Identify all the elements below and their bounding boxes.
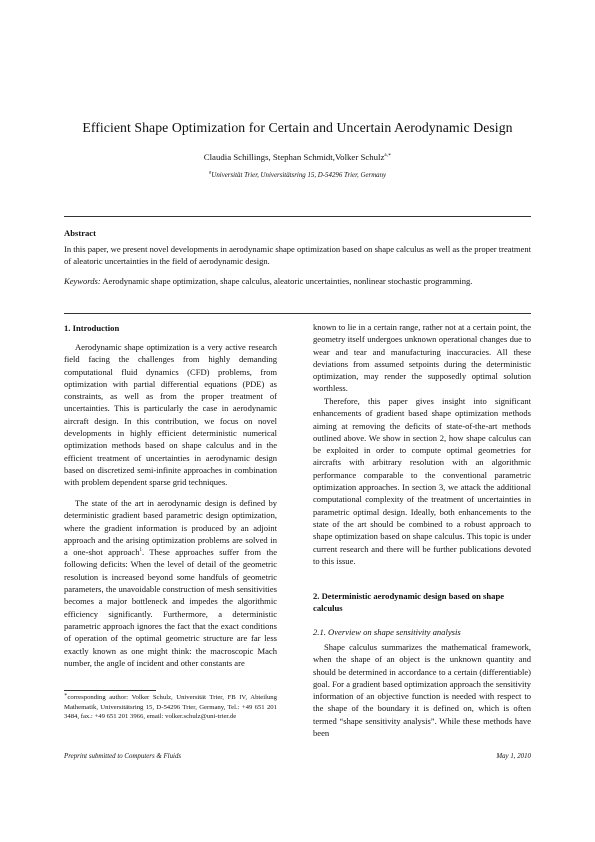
keywords-list: Aerodynamic shape optimization, shape calculus, aleatoric uncertainties, nonlinear stochastic programming. <box>100 276 473 286</box>
abstract-bottom-rule <box>64 313 531 314</box>
section-2-paragraph-1: Shape calculus summarizes the mathematical framework, when the shape of an object is the unknown quantity and should be determined in accordance to a certain (differentiable) goal. For a gradient based optimization approach the sensitivity information of an objective function is needed with respect to the shape of the boundary it is defined on, which is often termed “shape sensitivity analysis”. While these methods have been <box>313 642 531 739</box>
paper-title: Efficient Shape Optimization for Certain and Uncertain Aerodynamic Design <box>82 120 513 135</box>
affiliation-mark: a <box>208 170 212 176</box>
footer-date: May 1, 2010 <box>496 753 531 760</box>
footer-journal: Preprint submitted to Computers & Fluids <box>64 753 182 760</box>
author-list <box>0 152 595 162</box>
intro-paragraph-3: Therefore, this paper gives insight into significant enhancements of gradient based shape optimization methods aiming at removing the deficits of state-of-the-art methods outlined above. We show in section 2, how shape calculus can be exploited in order to compute optimal geometries for aircrafts with arbitrary resolution with an algorithmic performance comparable to the conventional parametric optimization approaches. In section 3, we attack the additional computational complexity of the treatment of uncertainties in parametric optimal design. Ideally, both enhancements to the state of the art should be combined to a robust approach to shape optimization based on shape calculus. This topic is under current research and there will be further publications devoted to this issue. <box>313 396 531 566</box>
footnote-rule <box>64 690 156 691</box>
footnote-ref: 1 <box>139 548 142 554</box>
section-1-heading: 1. Introduction <box>64 323 120 333</box>
affiliation <box>0 172 595 179</box>
affiliation-text: Universität Trier, Universitätsring 15, D-54296 Trier, Germany <box>211 172 387 179</box>
abstract-heading: Abstract <box>64 228 96 238</box>
intro-paragraph-2-text-b: . These approaches suffer from the following deficits: When the level of detail of the geometric resolution is increased beyond some handfuls of geometric parameters, the unavoidable construction of mesh sensitivities becomes a major bottleneck and impedes the algorithmic efficiency significantly. Furthermore, a deterministic parametric approach ignores the fact that the exact conditions of operation of the optimal geometric structure are far less exactly known as one might think: the macroscopic Mach number, the angle of incident and other constants are <box>64 547 277 668</box>
intro-paragraph-2-text-a: The state of the art in aerodynamic design is defined by deterministic gradient based parametric design optimization, where the gradient information is produced by an adjoint approach and the arising optimization problems are solved in a one-shot approach <box>64 498 277 558</box>
keywords-label: Keywords: <box>64 276 101 286</box>
section-2-heading: 2. Deterministic aerodynamic design based on shape calculus <box>313 591 505 614</box>
footnote-text: corresponding author: Volker Schulz, Universität Trier, FB IV, Abteilung Mathematik, Universitätsring 15, D-54296 Trier, Germany, Tel.: +49 651 201 3484, fax.: +49 651 201 3966, email: volker.schulz@uni-trier.de <box>64 694 277 720</box>
author-marks: a,∗ <box>384 153 392 159</box>
author-names: Claudia Schillings, Stephan Schmidt,Volker Schulz <box>203 152 385 162</box>
footnote-mark: ∗ <box>64 692 68 698</box>
keywords <box>64 275 531 287</box>
intro-paragraph-2 <box>64 497 277 669</box>
footnote <box>64 693 277 722</box>
abstract-top-rule <box>64 216 531 217</box>
intro-paragraph-1: Aerodynamic shape optimization is a very active research field facing the challenges from highly demanding computational fluid dynamics (CFD) problems, from optimization with partial differential equations (PDE) as constraints, as well as from the proper treatment of uncertainties. This is particularly the case in aerodynamic aircraft design. In this contribution, we focus on novel developments in highly efficient deterministic numerical optimization methods based on shape calculus and in the efficient treatment of uncertainties in aerodynamic design based on discretized semi-infinite approaches in combination with problem dependent sparse grid techniques. <box>64 342 277 488</box>
subsection-2-1-heading: 2.1. Overview on shape sensitivity analysis <box>313 627 461 637</box>
abstract-text: In this paper, we present novel developments in aerodynamic shape optimization based on shape calculus as well as the proper treatment of aleatoric uncertainties in the field of aerodynamic design. <box>64 244 531 267</box>
intro-paragraph-2-continued: known to lie in a certain range, rather not at a certain point, the geometry itself undergoes unknown operational changes due to wear and tear and manufacturing inaccuracies. All these deviations from assumed setpoints during the deterministic optimization, may render the supposedly optimal solution worthless. <box>313 322 531 394</box>
